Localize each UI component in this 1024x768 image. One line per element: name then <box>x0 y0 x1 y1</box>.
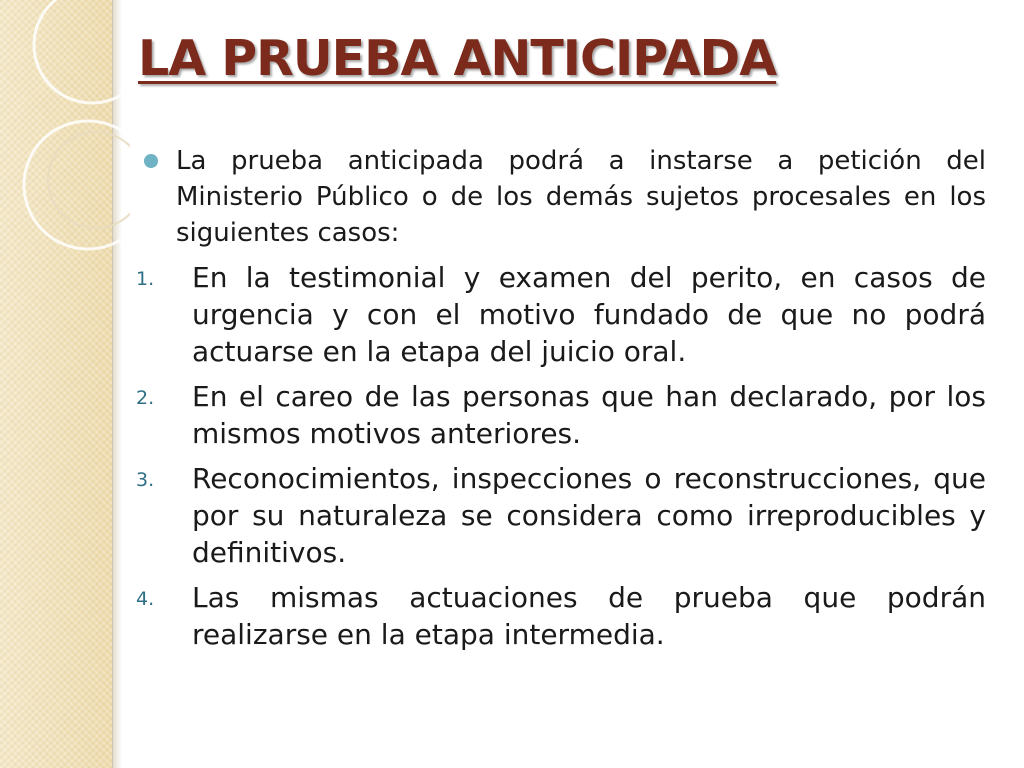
list-item-number: 3. <box>136 469 155 491</box>
list-item <box>134 259 986 370</box>
decorative-circles <box>0 0 130 300</box>
list-item <box>134 378 986 452</box>
list-item-number: 4. <box>136 588 155 610</box>
list-item-text: En el careo de las personas que han declarado, por los mismos motivos anteriores. <box>192 380 986 450</box>
list-item-text: Las mismas actuaciones de prueba que podrán realizarse en la etapa intermedia. <box>192 581 986 651</box>
numbered-list <box>134 259 986 653</box>
list-item <box>134 579 986 653</box>
slide-title: LA PRUEBA ANTICIPADA <box>138 30 777 87</box>
list-item-number: 2. <box>136 387 155 409</box>
list-item-number: 1. <box>136 268 155 290</box>
intro-text: La prueba anticipada podrá a instarse a petición del Ministerio Público o de los demás sujetos procesales en los siguientes casos: <box>176 146 986 248</box>
decorative-circle-inner <box>48 132 130 228</box>
round-bullet-icon <box>144 154 158 168</box>
decorative-circle-upper <box>34 0 130 103</box>
list-item-text: En la testimonial y examen del perito, en casos de urgencia y con el motivo fundado de que no podrá actuarse en la etapa del juicio oral. <box>192 261 986 368</box>
intro-paragraph <box>134 143 986 251</box>
slide-content <box>134 143 986 661</box>
decorative-circle-lower <box>24 121 130 249</box>
list-item-text: Reconocimientos, inspecciones o reconstrucciones, que por su naturaleza se considera como irreproducibles y definitivos. <box>192 462 986 569</box>
list-item <box>134 460 986 571</box>
